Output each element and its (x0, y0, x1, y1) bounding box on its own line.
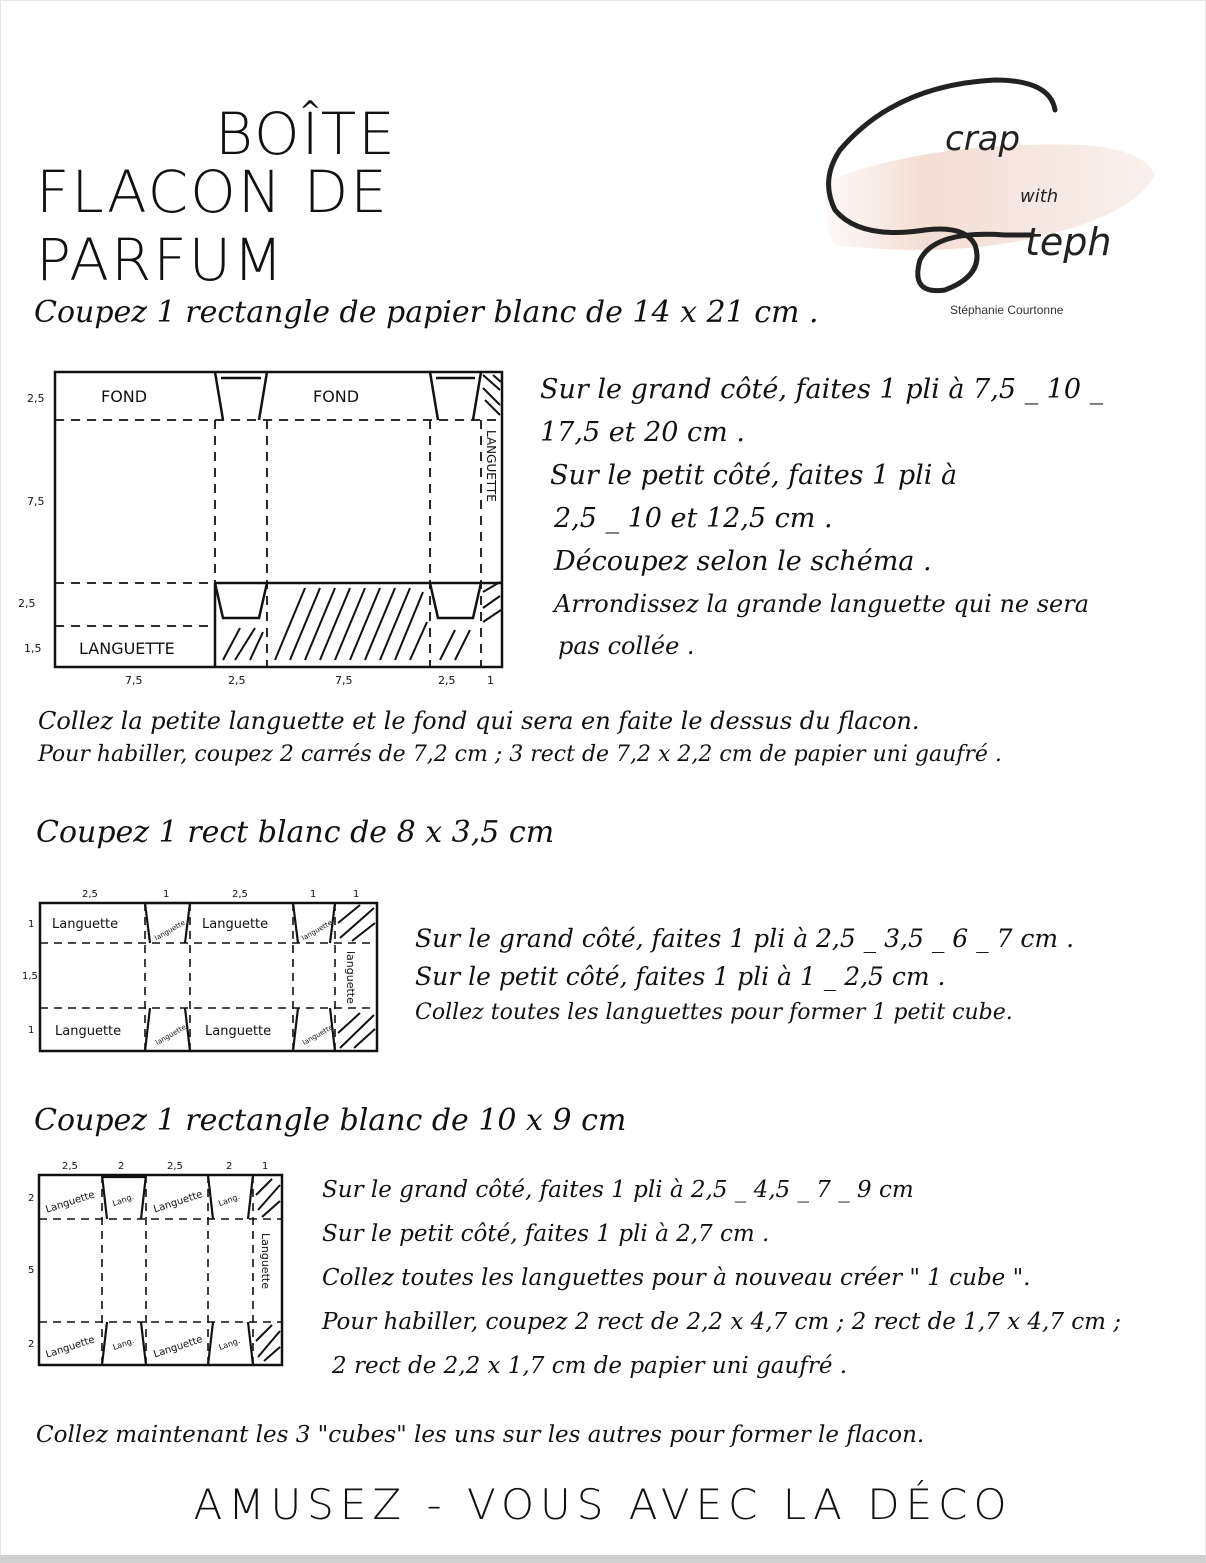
scrap-with-steph-logo (815, 70, 1155, 330)
notch-top-1 (215, 372, 267, 420)
s1-instruction-1: Sur le grand côté, faites 1 pli à 7,5 _ 10 _ (540, 374, 1104, 405)
row-label-2: 5 (28, 1265, 35, 1276)
lang-notch-1: Lang. (111, 1192, 136, 1209)
section2-heading: Coupez 1 rect blanc de 8 x 3,5 cm (36, 815, 555, 850)
col-label-2: 2 (118, 1161, 125, 1172)
row-label-2: 7,5 (27, 495, 45, 508)
panel-label-languette-vertical: LANGUETTE (484, 430, 498, 502)
col-label-5: 1 (353, 889, 360, 900)
col-label-3: 7,5 (335, 674, 353, 687)
s1-instruction-7: pas collée . (558, 632, 695, 660)
col-label-2: 2,5 (228, 674, 246, 687)
languette-right: languette (344, 951, 357, 1004)
languette-notch-1: languette (153, 918, 187, 943)
closing-instruction: Collez maintenant les 3 "cubes" les uns sur les autres pour former le flacon. (36, 1422, 925, 1448)
s1-instruction-4: 2,5 _ 10 et 12,5 cm . (554, 503, 833, 534)
s1-note-2: Pour habiller, coupez 2 carrés de 7,2 cm ; 3 rect de 7,2 x 2,2 cm de papier uni gaufré . (38, 742, 1002, 767)
section3-template-diagram (22, 1155, 297, 1375)
hatch-top (256, 1179, 280, 1217)
s2-instruction-2: Sur le petit côté, faites 1 pli à 1 _ 2,5 cm . (415, 962, 946, 991)
languette-top-2: Languette (152, 1189, 205, 1216)
section1-heading: Coupez 1 rectangle de papier blanc de 14 x 21 cm . (34, 295, 819, 330)
languette-bottom-2: Languette (205, 1024, 272, 1039)
languette-notch-2: languette (300, 918, 334, 943)
hatch-top-right (483, 375, 501, 415)
hatch-bottom (256, 1325, 280, 1361)
logo-word-crap: crap (945, 119, 1021, 159)
panel-label-fond-1: FOND (101, 387, 148, 406)
s3-instruction-4: Pour habiller, coupez 2 rect de 2,2 x 4,7 cm ; 2 rect de 1,7 x 4,7 cm ; (322, 1309, 1122, 1335)
s1-note-1: Collez la petite languette et le fond qui sera en faite le dessus du flacon. (38, 707, 920, 735)
languette-bottom-1: Languette (55, 1024, 122, 1039)
section3-heading: Coupez 1 rectangle blanc de 10 x 9 cm (34, 1103, 627, 1138)
row-label-1: 2 (28, 1193, 35, 1204)
s1-instruction-5: Découpez selon le schéma . (554, 546, 932, 577)
row-label-3: 1 (28, 1025, 35, 1036)
languette-bottom-1: Languette (44, 1334, 97, 1361)
logo-word-with: with (1020, 186, 1059, 207)
col-label-1: 2,5 (62, 1161, 78, 1172)
lang-notch-3: Lang. (111, 1336, 136, 1353)
hatch-bottom-right (483, 582, 501, 622)
sheet-outline (55, 372, 502, 667)
notch-bottom-2 (430, 583, 481, 618)
hatch-top (338, 905, 375, 941)
s1-instruction-3: Sur le petit côté, faites 1 pli à (550, 460, 958, 491)
logo-graphic (815, 70, 1155, 330)
title-line-1: BOÎTE (215, 100, 397, 168)
languette-right: Languette (259, 1233, 272, 1289)
section1-template-diagram (15, 360, 515, 690)
notch-bottom-1 (215, 583, 267, 618)
section2-instructions (415, 918, 1074, 1034)
languette-top-1: Languette (52, 917, 119, 932)
logo-author: Stéphanie Courtonne (950, 303, 1064, 317)
row-label-2: 1,5 (22, 971, 38, 982)
s3-instruction-1: Sur le grand côté, faites 1 pli à 2,5 _ 4,5 _ 7 _ 9 cm (322, 1177, 914, 1203)
row-label-3: 2,5 (18, 597, 36, 610)
logo-word-teph: teph (1025, 220, 1112, 264)
s1-instruction-6: Arrondissez la grande languette qui ne sera (554, 590, 1090, 618)
s2-instruction-3: Collez toutes les languettes pour former 1 petit cube. (415, 1000, 1013, 1025)
col-label-3: 2,5 (167, 1161, 183, 1172)
languette-notch-4: languette (301, 1023, 335, 1047)
row-label-1: 1 (28, 919, 35, 930)
page-bottom-edge (0, 1555, 1206, 1563)
languette-top-1: Languette (44, 1189, 97, 1216)
footer-slogan: AMUSEZ - VOUS AVEC LA DÉCO (193, 1480, 1013, 1529)
s3-instruction-3: Collez toutes les languettes pour à nouveau créer " 1 cube ". (322, 1265, 1031, 1291)
col-label-4: 1 (310, 889, 317, 900)
section3-instructions (322, 1168, 1121, 1388)
col-label-2: 1 (163, 889, 170, 900)
s3-instruction-5: 2 rect de 2,2 x 1,7 cm de papier uni gaufré . (332, 1353, 848, 1379)
col-label-4: 2 (226, 1161, 233, 1172)
col-label-4: 2,5 (438, 674, 456, 687)
panel-label-fond-2: FOND (313, 387, 360, 406)
s1-instruction-2: 17,5 et 20 cm . (540, 417, 745, 448)
lang-notch-2: Lang. (217, 1192, 242, 1209)
section2-template-diagram (20, 883, 390, 1058)
section1-instructions (540, 368, 1103, 667)
languette-top-2: Languette (202, 917, 269, 932)
notch-top-2 (430, 372, 481, 420)
languette-notch-3: languette (154, 1023, 188, 1047)
col-label-3: 2,5 (232, 889, 248, 900)
col-label-1: 7,5 (125, 674, 143, 687)
hatch-bottom (338, 1013, 375, 1048)
row-label-1: 2,5 (27, 392, 45, 405)
section1-notes (38, 700, 1002, 776)
col-label-5: 1 (487, 674, 494, 687)
panel-label-languette-bottom: LANGUETTE (79, 639, 175, 658)
title-line-2: FLACON DE PARFUM (36, 158, 389, 294)
s2-instruction-1: Sur le grand côté, faites 1 pli à 2,5 _ 3,5 _ 6 _ 7 cm . (415, 924, 1075, 953)
row-label-4: 1,5 (24, 642, 42, 655)
lang-notch-4: Lang. (217, 1336, 242, 1353)
row-label-3: 2 (28, 1339, 35, 1350)
s3-instruction-2: Sur le petit côté, faites 1 pli à 2,7 cm . (322, 1221, 770, 1247)
col-label-5: 1 (262, 1161, 269, 1172)
col-label-1: 2,5 (82, 889, 98, 900)
languette-bottom-2: Languette (152, 1334, 205, 1361)
